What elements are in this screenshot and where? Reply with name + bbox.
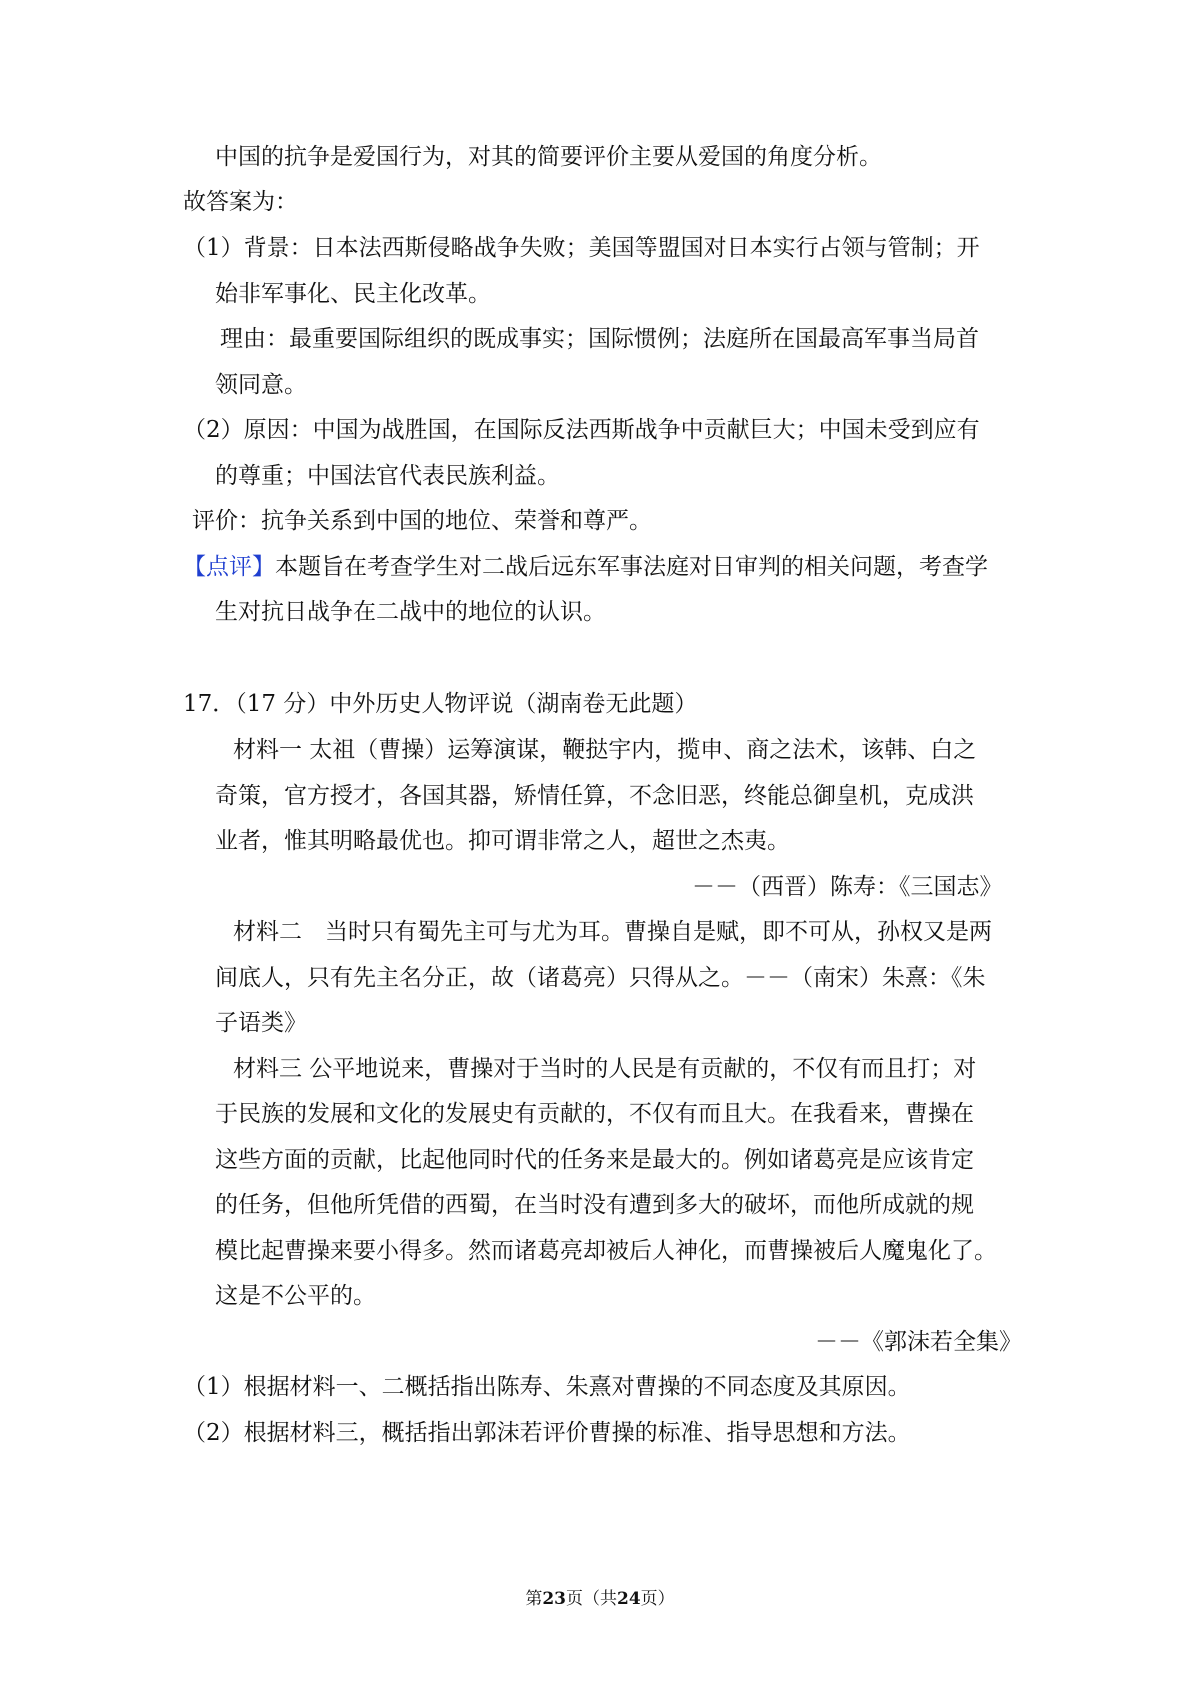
text-line: 业者，惟其明略最优也。抑可谓非常之人，超世之杰夷。	[215, 828, 790, 854]
text-line: 奇策，官方授才，各国其器，矫情任算，不念旧恶，终能总御皇机，克成洪	[215, 783, 974, 809]
text-line: 的任务，但他所凭借的西蜀，在当时没有遭到多大的破坏，而他所成就的规	[215, 1192, 974, 1218]
text-line: 始非军事化、民主化改革。	[215, 281, 491, 307]
page-number: 23	[542, 1589, 566, 1609]
page-footer	[0, 1588, 1200, 1610]
text-line: 领同意。	[215, 372, 307, 398]
source-citation: －－（西晋）陈寿：《三国志》	[692, 874, 1003, 900]
comment-line	[183, 552, 988, 582]
text-line: 材料一 太祖（曹操）运筹演谋，鞭挞宇内，揽申、商之法术，该韩、白之	[233, 737, 977, 763]
text-line: （1）背景：日本法西斯侵略战争失败；美国等盟国对日本实行占领与管制；开	[183, 235, 980, 261]
comment-tag: 【点评】	[183, 554, 275, 580]
text-line: 这是不公平的。	[215, 1283, 376, 1309]
text-line: 模比起曹操来要小得多。然而诸葛亮却被后人神化，而曹操被后人魔鬼化了。	[215, 1238, 997, 1264]
total-pages: 24	[617, 1589, 641, 1609]
text-line: 材料二 当时只有蜀先主可与尤为耳。曹操自是赋，即不可从，孙权又是两	[233, 919, 992, 945]
text-line: 于民族的发展和文化的发展史有贡献的，不仅有而且大。在我看来，曹操在	[215, 1101, 974, 1127]
footer-suffix: 页）	[640, 1589, 675, 1609]
text-line: 这些方面的贡献，比起他同时代的任务来是最大的。例如诸葛亮是应该肯定	[215, 1147, 974, 1173]
text-line: 中国的抗争是爱国行为，对其的简要评价主要从爱国的角度分析。	[215, 144, 882, 170]
sub-question: （2）根据材料三，概括指出郭沫若评价曹操的标准、指导思想和方法。	[183, 1420, 911, 1446]
text-line: 子语类》	[215, 1010, 307, 1036]
text-line: 生对抗日战争在二战中的地位的认识。	[215, 599, 606, 625]
question-title: 17．（17 分）中外历史人物评说（湖南卷无此题）	[183, 691, 698, 717]
text-line: 评价：抗争关系到中国的地位、荣誉和尊严。	[192, 508, 652, 534]
text-line: 间底人，只有先主名分正，故（诸葛亮）只得从之。－－（南宋）朱熹：《朱	[215, 965, 986, 991]
source-citation: －－《郭沫若全集》	[815, 1329, 1022, 1355]
comment-text: 本题旨在考查学生对二战后远东军事法庭对日审判的相关问题，考查学	[275, 554, 988, 580]
footer-prefix: 第	[525, 1589, 543, 1609]
footer-middle: 页（共	[566, 1589, 617, 1609]
text-line: 故答案为：	[183, 189, 298, 215]
text-line: 理由：最重要国际组织的既成事实；国际惯例；法庭所在国最高军事当局首	[220, 326, 979, 352]
text-line: （2）原因：中国为战胜国，在国际反法西斯战争中贡献巨大；中国未受到应有	[183, 417, 980, 443]
text-line: 的尊重；中国法官代表民族利益。	[215, 463, 560, 489]
sub-question: （1）根据材料一、二概括指出陈寿、朱熹对曹操的不同态度及其原因。	[183, 1374, 911, 1400]
text-line: 材料三 公平地说来，曹操对于当时的人民是有贡献的，不仅有而且打；对	[233, 1056, 977, 1082]
